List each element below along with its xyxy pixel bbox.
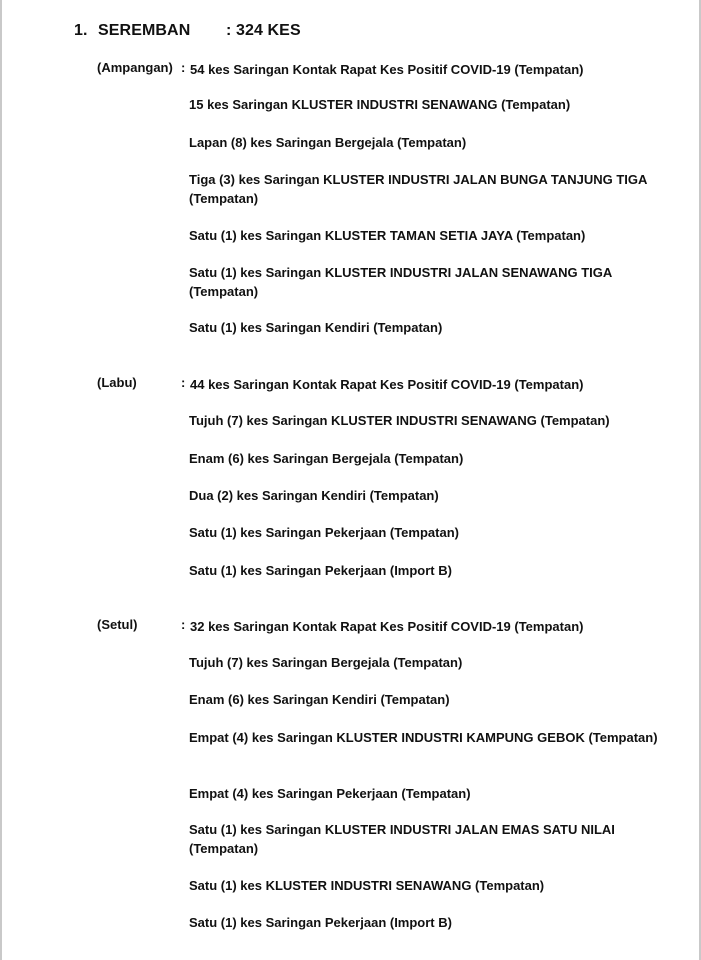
heading-total: : 324 KES (226, 22, 301, 39)
case-entry: Enam (6) kes Saringan Bergejala (Tempatan) (189, 451, 464, 466)
heading-number: 1. (74, 22, 88, 39)
case-entry: Satu (1) kes Saringan KLUSTER INDUSTRI JALAN EMAS SATU NILAI (Tempatan) (189, 822, 615, 856)
case-entry: Satu (1) kes KLUSTER INDUSTRI SENAWANG (Tempatan) (189, 878, 545, 893)
case-entry: Satu (1) kes Saringan Pekerjaan (Import B) (189, 563, 452, 578)
case-entry: 15 kes Saringan KLUSTER INDUSTRI SENAWANG (Tempatan) (189, 97, 571, 112)
section-colon-ampangan: : (181, 60, 186, 75)
page-border-left (0, 0, 2, 960)
heading-district: SEREMBAN (98, 22, 191, 39)
case-entry: Tujuh (7) kes Saringan KLUSTER INDUSTRI SENAWANG (Tempatan) (189, 413, 610, 428)
district-heading (74, 22, 301, 40)
case-entry: Satu (1) kes Saringan Pekerjaan (Import B) (189, 915, 452, 930)
section-colon-setul: : (181, 617, 186, 632)
section-label-setul: (Setul) (97, 617, 138, 632)
section-label-labu: (Labu) (97, 375, 137, 390)
case-entry: Satu (1) kes Saringan Pekerjaan (Tempatan) (189, 525, 459, 540)
case-entry: Satu (1) kes Saringan KLUSTER INDUSTRI JALAN SENAWANG TIGA (Tempatan) (189, 265, 612, 299)
section-label-ampangan: (Ampangan) (97, 60, 173, 75)
case-entry: Lapan (8) kes Saringan Bergejala (Tempatan) (189, 135, 467, 150)
case-entry: 32 kes Saringan Kontak Rapat Kes Positif COVID-19 (Tempatan) (190, 619, 584, 634)
case-entry: Enam (6) kes Saringan Kendiri (Tempatan) (189, 692, 450, 707)
case-entry: Dua (2) kes Saringan Kendiri (Tempatan) (189, 488, 439, 503)
section-colon-labu: : (181, 375, 186, 390)
case-entry: Tiga (3) kes Saringan KLUSTER INDUSTRI JALAN BUNGA TANJUNG TIGA (Tempatan) (189, 172, 647, 206)
case-entry: Empat (4) kes Saringan KLUSTER INDUSTRI KAMPUNG GEBOK (Tempatan) (189, 730, 658, 745)
case-entry: 54 kes Saringan Kontak Rapat Kes Positif COVID-19 (Tempatan) (190, 62, 584, 77)
case-entry: Satu (1) kes Saringan KLUSTER TAMAN SETIA JAYA (Tempatan) (189, 228, 586, 243)
case-entry: Empat (4) kes Saringan Pekerjaan (Tempatan) (189, 786, 471, 801)
case-entry: Satu (1) kes Saringan Kendiri (Tempatan) (189, 320, 443, 335)
case-entry: Tujuh (7) kes Saringan Bergejala (Tempatan) (189, 655, 463, 670)
case-entry: 44 kes Saringan Kontak Rapat Kes Positif COVID-19 (Tempatan) (190, 377, 584, 392)
